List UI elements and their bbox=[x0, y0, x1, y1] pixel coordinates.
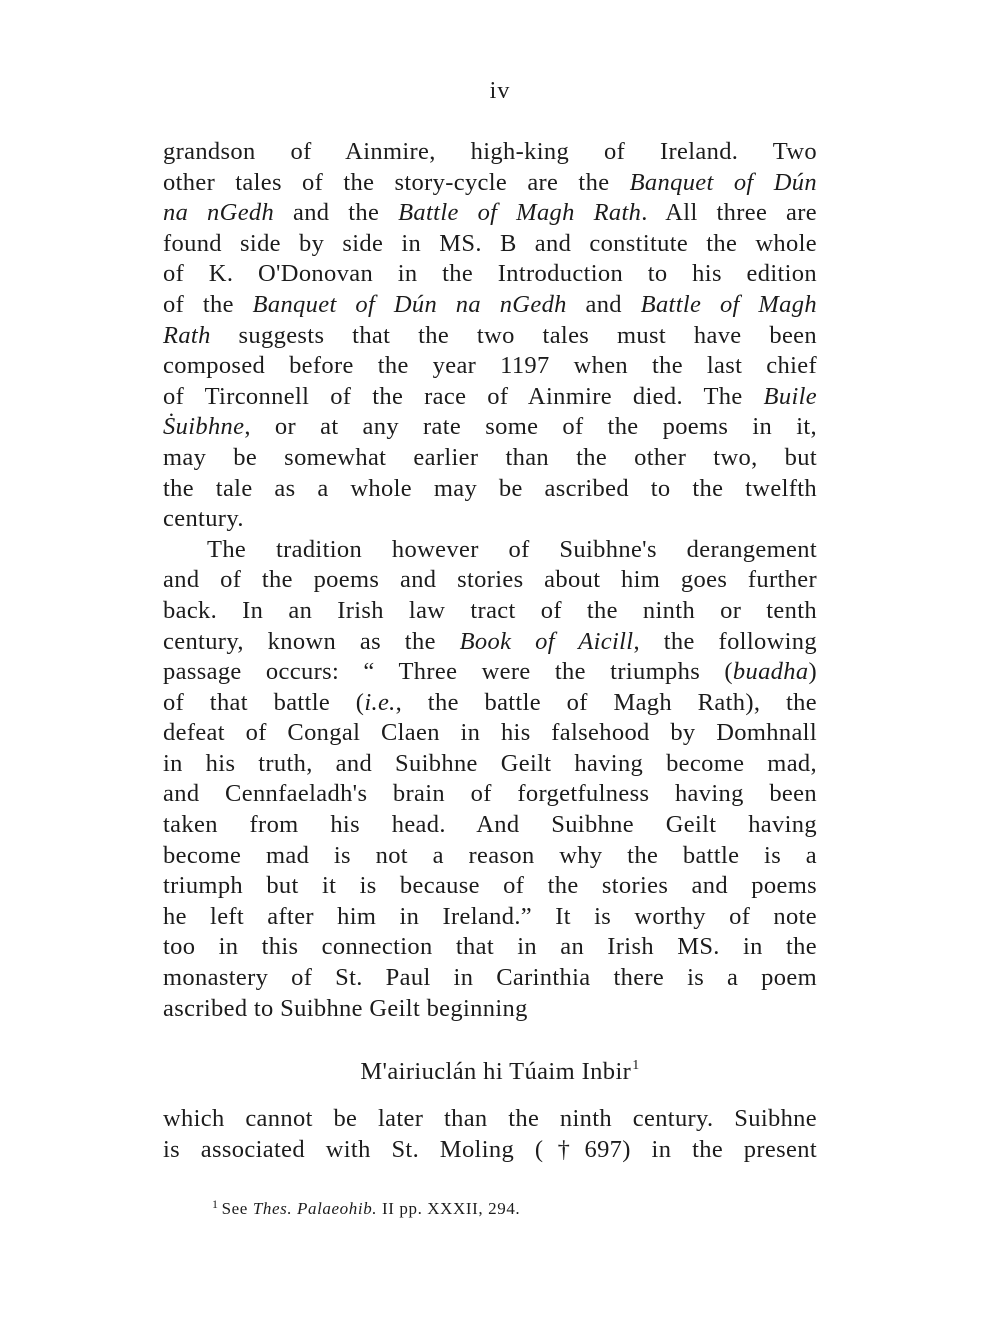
page-number: iv bbox=[489, 78, 511, 104]
text-line: taken from his head. And Suibhne Geilt having bbox=[163, 811, 817, 839]
text-line: Rath suggests that the two tales must have been bbox=[163, 321, 817, 349]
text-line: is associated with St. Moling (†697) in the present bbox=[163, 1135, 817, 1163]
text-line: he left after him in Ireland.” It is worthy of note bbox=[163, 902, 817, 930]
text-line: may be somewhat earlier than the other two, but bbox=[163, 443, 817, 471]
footnote-reference: 1 bbox=[632, 1058, 640, 1073]
text-line: back. In an Irish law tract of the ninth or tenth bbox=[163, 596, 817, 624]
text-line: too in this connection that in an Irish MS. in the bbox=[163, 933, 817, 961]
text-line: which cannot be later than the ninth century. Suibhne bbox=[163, 1105, 817, 1132]
text-line: grandson of Ainmire, high-king of Ireland. Two bbox=[163, 138, 817, 165]
text-line: triumph but it is because of the stories and poems bbox=[163, 872, 817, 900]
text-line: defeat of Congal Claen in his falsehood by Domhnall bbox=[163, 719, 817, 747]
text-line: become mad is not a reason why the battle is a bbox=[163, 841, 817, 869]
text-line: monastery of St. Paul in Carinthia there is a poem bbox=[163, 964, 817, 992]
text-line: the tale as a whole may be ascribed to the twelfth bbox=[163, 474, 817, 502]
text-line: century. bbox=[163, 505, 244, 533]
footnote-marker: 1 bbox=[212, 1197, 219, 1211]
text-line: The tradition however of Suibhne's derangement bbox=[207, 535, 817, 563]
text-line: found side by side in MS. B and constitute the whole bbox=[163, 229, 817, 257]
verse-incipit bbox=[0, 1058, 1000, 1086]
text-line: ascribed to Suibhne Geilt beginning bbox=[163, 994, 528, 1022]
text-line: century, known as the Book of Aicill, the following bbox=[163, 627, 817, 655]
text-line: of that battle (i.e., the battle of Magh Rath), the bbox=[163, 688, 817, 716]
text-line: na nGedh and the Battle of Magh Rath. All three are bbox=[163, 199, 817, 227]
continuation-text bbox=[163, 1104, 817, 1165]
text-line: Ṡuibhne, or at any rate some of the poems in it, bbox=[163, 413, 817, 441]
text-line: and Cennfaeladh's brain of forgetfulness having been bbox=[163, 780, 817, 808]
text-line: of the Banquet of Dún na nGedh and Battle of Magh bbox=[163, 290, 817, 318]
body-text bbox=[163, 137, 817, 1024]
text-line: of Tirconnell of the race of Ainmire died. The Buile bbox=[163, 382, 817, 410]
footnote bbox=[212, 1197, 520, 1219]
text-line: and of the poems and stories about him goes further bbox=[163, 566, 817, 594]
text-line: in his truth, and Suibhne Geilt having become mad, bbox=[163, 749, 817, 777]
text-line: other tales of the story-cycle are the Banquet of Dún bbox=[163, 168, 817, 196]
text-line: composed before the year 1197 when the last chief bbox=[163, 352, 817, 380]
footnote-text: See Thes. Palaeohib. II pp. XXXII, 294. bbox=[221, 1199, 521, 1218]
text-line: of K. O'Donovan in the Introduction to his edition bbox=[163, 260, 817, 288]
verse-text: M'airiuclán hi Túaim Inbir bbox=[360, 1058, 632, 1085]
text-line: passage occurs: “ Three were the triumphs (buadha) bbox=[163, 658, 817, 686]
